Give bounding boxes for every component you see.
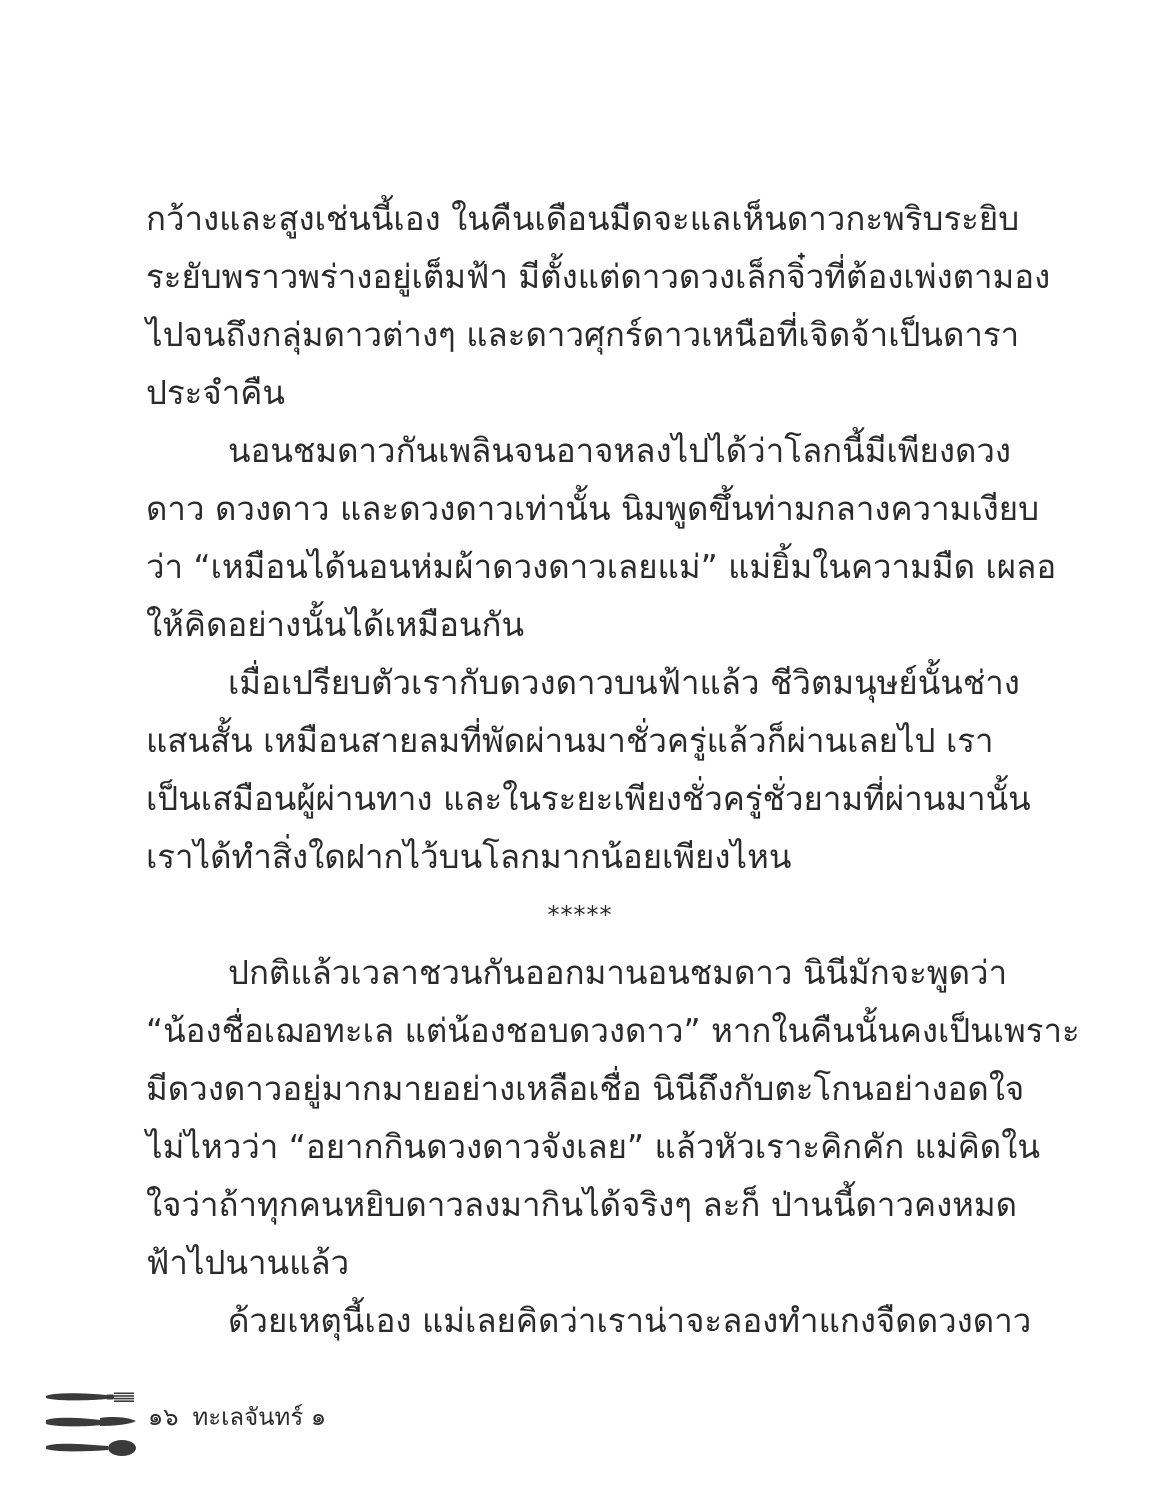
text-line: ดาว ดวงดาว และดวงดาวเท่านั้น นิมพูดขึ้นท่ามกลางความเงียบ [146, 489, 1040, 528]
knife-icon [46, 1417, 136, 1426]
book-title: ทะเลจันทร์ ๑ [192, 1403, 327, 1431]
text-line: ให้คิดอย่างนั้นได้เหมือนกัน [146, 605, 525, 644]
text-line: ไม่ไหวว่า “อยากกินดวงดาวจังเลย” แล้วหัวเราะคิกคัก แม่คิดใน [146, 1127, 1040, 1166]
text-line: ไปจนถึงกลุ่มดาวต่างๆ และดาวศุกร์ดาวเหนือที่เจิดจ้าเป็นดารา [146, 315, 1020, 354]
text-line: ว่า “เหมือนได้นอนห่มผ้าดวงดาวเลยแม่” แม่ยิ้มในความมืด เผลอ [146, 547, 1057, 586]
page-number: ๑๖ [148, 1403, 179, 1431]
text-line: ฟ้าไปนานแล้ว [146, 1243, 350, 1282]
text-line: ประจำคืน [146, 373, 285, 412]
text-line: เมื่อเปรียบตัวเรากับดวงดาวบนฟ้าแล้ว ชีวิตมนุษย์นั้นช่าง [228, 663, 1020, 702]
utensils-decoration [46, 1384, 138, 1464]
footer-caption [148, 1402, 340, 1432]
text-line: มีดวงดาวอยู่มากมายอย่างเหลือเชื่อ นินีถึงกับตะโกนอย่างอดใจ [146, 1069, 1025, 1108]
text-line: เราได้ทำสิ่งใดฝากไว้บนโลกมากน้อยเพียงไหน [146, 837, 792, 876]
fork-icon [46, 1393, 134, 1403]
body-text [146, 190, 1080, 1350]
section-separator: ***** [547, 901, 613, 929]
text-line: แสนสั้น เหมือนสายลมที่พัดผ่านมาชั่วครู่แล้วก็ผ่านเลยไป เรา [146, 721, 994, 760]
text-line: นอนชมดาวกันเพลินจนอาจหลงไปได้ว่าโลกนี้มีเพียงดวง [228, 431, 1012, 470]
text-line: เป็นเสมือนผู้ผ่านทาง และในระยะเพียงชั่วครู่ชั่วยามที่ผ่านมานั้น [146, 779, 1031, 818]
spoon-icon [46, 1440, 136, 1456]
page-footer [46, 1384, 446, 1464]
text-line: “น้องชื่อเฌอทะเล แต่น้องชอบดวงดาว” หากในคืนนั้นคงเป็นเพราะ [146, 1011, 1080, 1050]
text-line: ระยับพราวพร่างอยู่เต็มฟ้า มีตั้งแต่ดาวดวงเล็กจิ๋วที่ต้องเพ่งตามอง [146, 257, 1051, 296]
text-line: ปกติแล้วเวลาชวนกันออกมานอนชมดาว นินีมักจะพูดว่า [228, 953, 1008, 992]
text-line: ด้วยเหตุนี้เอง แม่เลยคิดว่าเราน่าจะลองทำแกงจืดดวงดาว [228, 1301, 1032, 1340]
text-line: ใจว่าถ้าทุกคนหยิบดาวลงมากินได้จริงๆ ละก็ ป่านนี้ดาวคงหมด [146, 1185, 1018, 1224]
text-line: กว้างและสูงเช่นนี้เอง ในคืนเดือนมืดจะแลเห็นดาวกะพริบระยิบ [146, 199, 1020, 238]
